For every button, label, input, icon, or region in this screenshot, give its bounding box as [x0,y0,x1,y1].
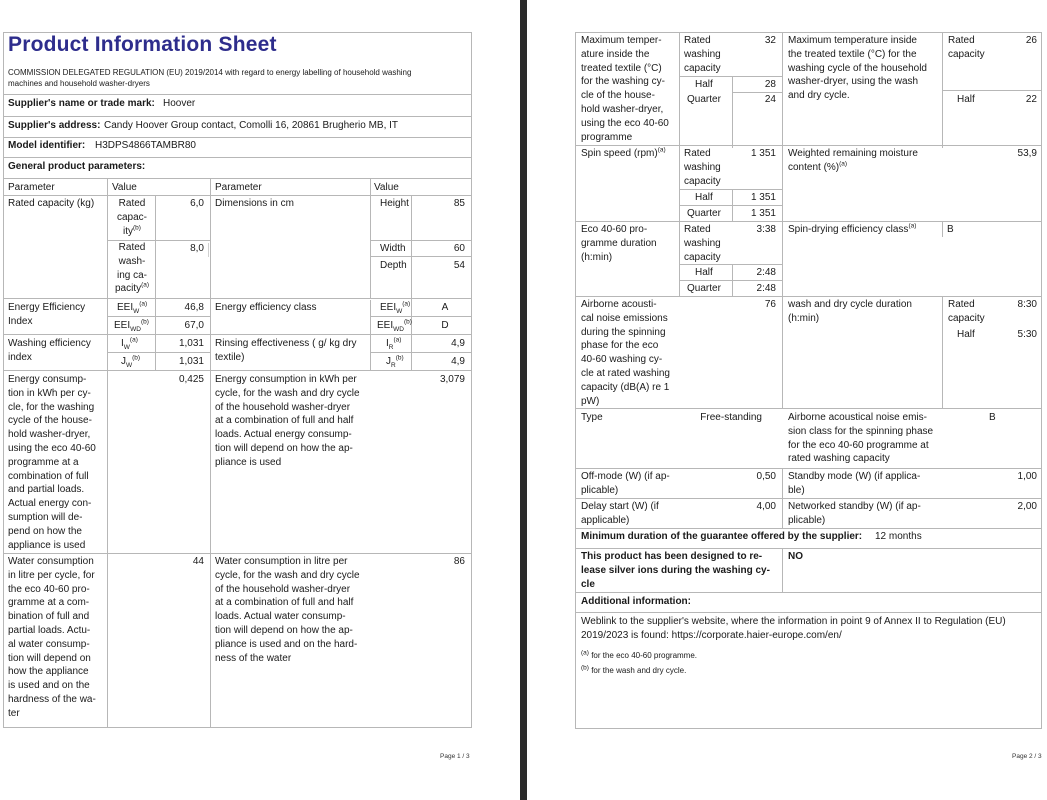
text-line: capacity (dB(A) re 1 [581,381,670,393]
text-line: ature inside the [581,48,650,60]
iw-value: 1,031 [178,338,204,349]
guarantee-value: 12 months [875,531,922,542]
type-value: Free-standing [700,412,762,423]
document-page-2 [527,0,1047,800]
jw-symbol: $J_W^{(b)}$ [121,354,141,369]
networked-value: 2,00 [1017,501,1037,512]
text-line: Rated [684,224,711,235]
text-line: is used and on the [8,680,90,692]
rc-wash-label: Rated capac- ity$^{(b)}$ [116,198,147,237]
eei-wd-value: 67,0 [184,320,204,331]
moisture-value: 53,9 [1017,148,1037,159]
document-page-1 [0,0,520,800]
guarantee-label: Minimum duration of the guarantee offered by the supplier: [581,531,863,542]
text-line: Networked standby (W) (if ap- [788,501,921,512]
maxtemp-right-half-label: Half [957,94,975,105]
wei-label-line-1: Washing efficiency [8,338,91,349]
moisture-label [788,147,918,175]
text-line: cle, for the washing [8,401,95,413]
text-line: Airborne acousti- [581,299,657,310]
height-label: Height [380,198,409,209]
text-line: cle [581,578,595,590]
height-value: 85 [453,198,465,209]
general-params-heading: General product parameters: [8,161,146,172]
spindry-value: B [947,224,954,235]
eco-rated-label [684,223,721,264]
text-line: combination of full [8,470,89,482]
text-line: pliance is used and on the hard- [215,638,358,650]
spin-rated-value: 1 351 [750,148,776,159]
maxtemp-label [581,34,669,144]
width-value: 60 [453,243,465,254]
maxtemp-quarter-label: Quarter [687,94,721,105]
ir-symbol: $I_R^{(a)}$ [386,336,402,351]
noise-emissions-label [581,298,670,408]
text-line: the treated textile (°C) for the [788,48,917,60]
text-line: during the spinning [581,326,666,338]
text-line: washing cycle of the household [788,62,927,74]
spin-label: Spin speed (rpm)$^{(a)}$ [581,146,666,159]
water-left-label [8,555,96,721]
maxtemp-right-rated-label [948,34,985,62]
text-line: plicable) [788,514,826,526]
text-line: 40-60 washing cy- [581,354,663,366]
additional-info-label: Additional information: [581,596,691,607]
text-line: programme [581,131,633,143]
footnote-b: $^{(b)}$ for the wash and dry cycle. [581,664,687,675]
model-value: H3DPS4866TAMBR80 [95,140,196,151]
header-value-2: Value [374,182,399,193]
text-line: and dry cycle. [788,90,850,102]
rc-wash-value: 6,0 [190,198,204,209]
maxtemp-rated-label [684,34,721,75]
regulation-line-2: machines and household washer-dryers [8,79,150,88]
width-label: Width [380,243,406,254]
text-line: Airborne acoustical noise emis- [788,412,927,423]
text-line: ble) [788,484,805,496]
energy-right-value: 3,079 [439,374,465,385]
washdry-half-value: 5:30 [1017,329,1037,340]
text-line: phase for the eco [581,340,659,352]
spindry-label: Spin-drying efficiency class$^{(a)}$ [788,222,917,235]
regulation-line-1: COMMISSION DELEGATED REGULATION (EU) 2019/2014 with regard to energy labelling of household washing [8,68,412,77]
text-line: at a combination of full and half [215,415,354,427]
washdry-rated-label [948,298,985,326]
text-line: Delay start (W) (if [581,501,659,512]
maxtemp-right-rated-value: 26 [1025,35,1037,46]
page-divider [520,0,527,800]
text-line: Rated [948,35,975,46]
header-parameter-2: Parameter [215,182,262,193]
text-line: capacity [948,312,985,324]
noise-class-value: B [989,412,996,423]
text-line: lease silver ions during the washing cy- [581,564,770,576]
eco-duration-label [581,223,657,264]
rc-washdry-value: 8,0 [190,243,204,254]
spin-quarter-label: Quarter [687,208,721,219]
eec-wd-value: D [441,320,449,331]
weblink-line-1: Weblink to the supplier's website, where the information in point 9 of Annex II to Regulation (EU) [581,616,1006,627]
text-line: at a combination of full and half [215,597,354,609]
page-title: Product Information Sheet [8,33,277,56]
text-line: Maximum temper- [581,35,662,46]
text-line: sumption will de- [8,511,83,523]
eco-half-value: 2:48 [756,267,776,278]
text-line: Maximum temperature inside [788,35,917,46]
maxtemp-half-value: 28 [764,79,776,90]
text-line: Rated [684,148,711,159]
address-value: Candy Hoover Group contact, Comolli 16, 20861 Brugherio MB, IT [104,120,399,131]
text-line: Eco 40-60 pro- [581,224,648,235]
text-line: washing [684,237,721,249]
maxtemp-rated-value: 32 [764,35,776,46]
address-label: Supplier's address: [8,120,101,131]
eco-quarter-value: 2:48 [756,283,776,294]
text-line: Water consumption [8,556,94,567]
text-line: tion will depend on how the ap- [215,442,353,454]
text-line: cycle, for the wash and dry cycle [215,387,360,399]
silver-value: NO [788,551,803,562]
eec-label: Energy efficiency class [215,302,317,313]
page-number: Page 2 / 3 [1012,753,1042,760]
eei-label-line-2: Index [8,316,33,327]
text-line: pend on how the [8,525,82,537]
water-left-value: 44 [192,556,204,567]
text-line: Actual energy con- [8,498,92,510]
eei-wd-symbol: $EEI_{WD}^{(b)}$ [114,318,149,333]
eec-wd-symbol: $EEI_{WD}^{(b)}$ [377,318,412,333]
eei-w-symbol: $EEI_W^{(a)}$ [117,300,148,315]
model-label: Model identifier: [8,140,86,151]
text-line: appliance is used [8,539,86,551]
text-line: loads. Actual water consump- [215,611,346,623]
silver-ions-label [581,550,770,591]
depth-value: 54 [453,260,465,271]
dimensions-label: Dimensions in cm [215,198,294,209]
washdry-rated-value: 8:30 [1017,299,1037,310]
spin-quarter-value: 1 351 [750,208,776,219]
water-right-value: 86 [453,556,465,567]
text-line: capacity [684,175,721,187]
eco-quarter-label: Quarter [687,283,721,294]
text-line: of the household washer-dryer [215,583,351,595]
text-line: ter [8,707,20,719]
text-line: capacity [948,48,985,60]
text-line: Rated [948,299,975,310]
jr-value: 4,9 [451,356,465,367]
text-line: sion class for the spinning phase [788,425,934,437]
iw-symbol: $I_W^{(a)}$ [121,336,138,351]
text-line: This product has been designed to re- [581,551,763,562]
noise-value: 76 [764,299,776,310]
eec-w-value: A [441,302,449,313]
text-line: tion will depend on how the ap- [215,624,353,636]
text-line: content (%)$^{(a)}$ [788,160,848,173]
text-line: washing [684,161,721,173]
page-number: Page 1 / 3 [440,753,470,760]
noise-class-label [788,411,933,466]
text-line: ness of the water [215,652,292,664]
text-line: cle at rated washing [581,367,670,379]
text-line: partial loads. Actu- [8,624,91,636]
text-line: of the household washer-dryer [215,401,351,413]
text-line: the eco 40-60 pro- [8,583,90,595]
standby-label [788,470,920,498]
maxtemp-half-label: Half [695,79,713,90]
text-line: hold washer-dryer, [8,429,91,441]
text-line: capacity [684,62,721,74]
text-line: applicable) [581,514,630,526]
text-line: wash and dry cycle duration [788,299,912,310]
offmode-value: 0,50 [756,471,776,482]
text-line: programme at a [8,456,79,468]
energy-right-label [215,373,360,470]
weblink-line-2: 2019/2023 is found: https://corporate.haier-europe.com/en/ [581,630,842,641]
text-line: tion will depend on [8,652,91,664]
text-line: pliance is used [215,456,282,468]
text-line: and partial loads. [8,484,85,496]
text-line: how the appliance [8,666,89,678]
water-right-label [215,555,360,665]
maxtemp-right-half-value: 22 [1025,94,1037,105]
ir-value: 4,9 [451,338,465,349]
text-line: cycle of the house- [8,415,92,427]
header-parameter-1: Parameter [8,182,55,193]
delay-value: 4,00 [756,501,776,512]
text-line: using the eco 40-60 [581,117,669,129]
rc-washdry-label: Rated wash- ing ca- pacity$^{(a)}$ [114,242,150,295]
depth-label: Depth [380,260,407,271]
networked-standby-label [788,500,921,528]
text-line: cal noise emissions [581,312,668,324]
eec-w-symbol: $EEI_W^{(a)}$ [380,300,411,315]
eei-label-line-1: Energy Efficiency [8,302,86,313]
text-line: Weighted remaining moisture [788,148,918,159]
eei-w-value: 46,8 [184,302,204,313]
text-line: loads. Actual energy consump- [215,429,352,441]
standby-value: 1,00 [1017,471,1037,482]
text-line: Energy consumption in kWh per [215,374,357,385]
eco-half-label: Half [695,267,713,278]
rinse-label-line-2: textile) [215,352,245,363]
spin-half-value: 1 351 [750,192,776,203]
text-line: capacity [684,251,721,263]
washdry-duration-label [788,298,912,326]
eco-rated-value: 3:38 [756,224,776,235]
text-line: bination of full and [8,611,90,623]
text-line: pW) [581,395,600,407]
text-line: Water consumption in litre per [215,556,348,567]
wei-label-line-2: index [8,352,32,363]
footnote-a: $^{(a)}$ for the eco 40-60 programme. [581,649,698,660]
text-line: cle of the house- [581,90,655,102]
text-line: hold washer-dryer, [581,103,664,115]
jr-symbol: $J_R^{(b)}$ [386,354,404,369]
text-line: tion in kWh per cy- [8,387,91,399]
rated-capacity-label: Rated capacity (kg) [8,198,95,209]
text-line: washer-dryer, using the wash [788,76,919,88]
text-line: Rated [684,35,711,46]
text-line: for the washing cy- [581,76,665,88]
text-line: Off-mode (W) (if ap- [581,471,670,482]
energy-left-label [8,373,96,552]
offmode-label [581,470,670,498]
text-line: hardness of the wa- [8,693,96,705]
text-line: using the eco 40-60 [8,442,96,454]
maxtemp-right-label [788,34,927,103]
text-line: (h:min) [581,251,613,263]
maxtemp-quarter-value: 24 [764,94,776,105]
text-line: for the eco 40-60 programme at [788,439,929,451]
text-line: Energy consump- [8,374,87,385]
text-line: al water consump- [8,638,90,650]
text-line: plicable) [581,484,619,496]
supplier-label: Supplier's name or trade mark: [8,98,155,109]
energy-left-value: 0,425 [178,374,204,385]
type-label: Type [581,412,603,423]
jw-value: 1,031 [178,356,204,367]
text-line: Standby mode (W) (if applica- [788,471,921,482]
text-line: gramme duration [581,237,657,249]
text-line: gramme at a com- [8,597,90,609]
spin-half-label: Half [695,192,713,203]
text-line: in litre per cycle, for [8,569,95,581]
supplier-value: Hoover [163,98,196,109]
text-line: treated textile (°C) [581,62,662,74]
text-line: washing [684,48,721,60]
header-value-1: Value [112,182,137,193]
spin-rated-label [684,147,721,188]
delay-start-label [581,500,659,528]
washdry-half-label: Half [957,329,975,340]
text-line: rated washing capacity [788,453,890,465]
text-line: (h:min) [788,312,820,324]
rinse-label-line-1: Rinsing effectiveness ( g/ kg dry [215,338,357,349]
text-line: cycle, for the wash and dry cycle [215,569,360,581]
